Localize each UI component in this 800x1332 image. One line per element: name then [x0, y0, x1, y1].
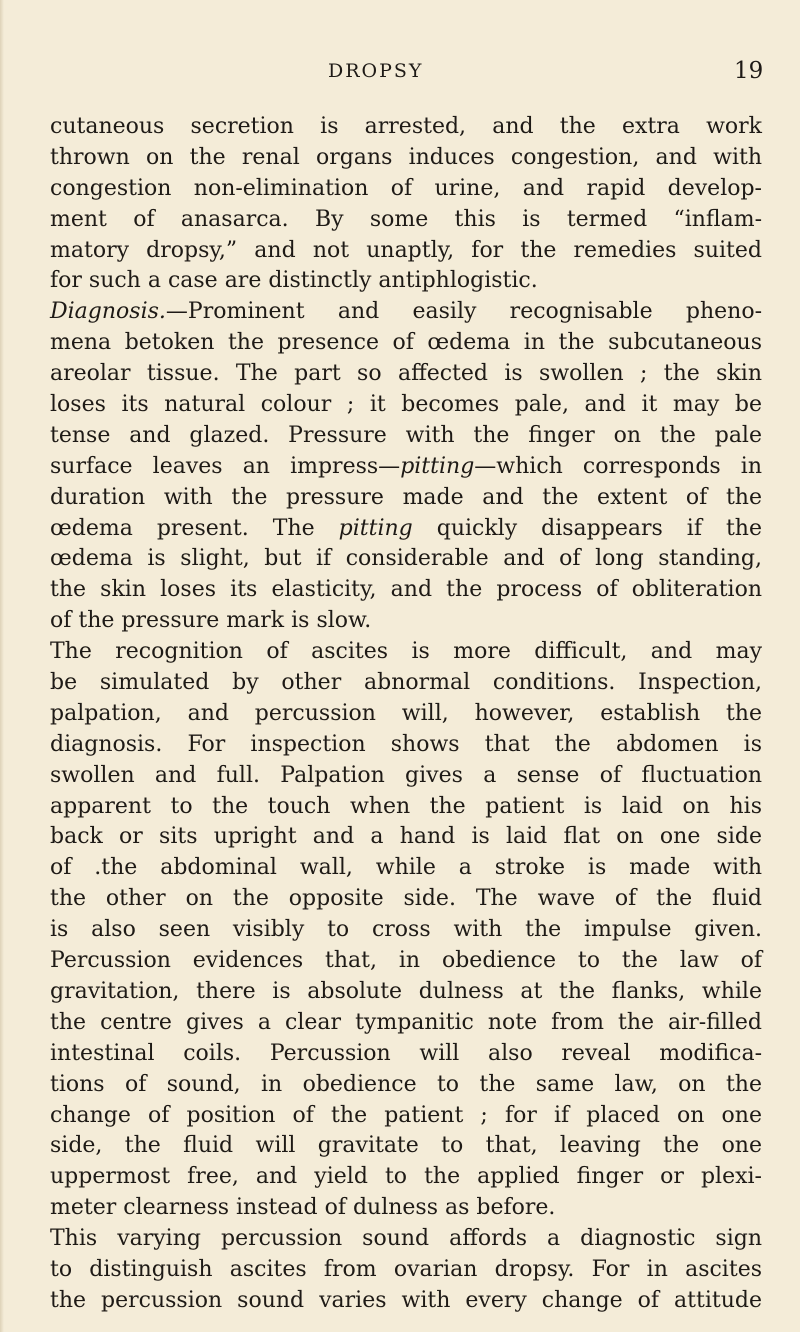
text-line: The recognition of ascites is more difficult, and may — [50, 639, 762, 665]
text-line: Diagnosis.—Prominent and easily recognisable pheno- — [50, 299, 762, 325]
text-line: the centre gives a clear tympanitic note from the air-filled — [50, 1009, 762, 1035]
text-line: tense and glazed. Pressure with the finger on the pale — [50, 422, 762, 448]
text-line: thrown on the renal organs induces congestion, and with — [50, 144, 762, 170]
text-line: Percussion evidences that, in obedience to the law of — [50, 948, 762, 974]
text-line: change of position of the patient ; for if placed on one — [50, 1102, 762, 1128]
text-line: surface leaves an impress—pitting—which corresponds in — [50, 453, 762, 479]
text-line: diagnosis. For inspection shows that the abdomen is — [50, 731, 762, 757]
text-line: gravitation, there is absolute dulness at the flanks, while — [50, 978, 762, 1004]
page-edge-shadow — [0, 0, 4, 1332]
text-line: back or sits upright and a hand is laid flat on one side — [50, 824, 762, 850]
text-line: is also seen visibly to cross with the impulse given. — [50, 917, 762, 943]
text-line: be simulated by other abnormal conditions. Inspection, — [50, 670, 762, 696]
text-line: œdema is slight, but if considerable and of long standing, — [50, 546, 762, 572]
text-line: areolar tissue. The part so affected is swollen ; the skin — [50, 361, 762, 387]
text-line: duration with the pressure made and the extent of the — [50, 484, 762, 510]
text-line: mena betoken the presence of œdema in the subcutaneous — [50, 330, 762, 356]
text-line: swollen and full. Palpation gives a sense of fluctuation — [50, 762, 762, 788]
text-line: of the pressure mark is slow. — [50, 608, 372, 634]
text-line: ment of anasarca. By some this is termed “inflam- — [50, 206, 762, 232]
text-line: palpation, and percussion will, however, establish the — [50, 700, 762, 726]
text-line: for such a case are distinctly antiphlogistic. — [50, 268, 538, 294]
text-line: to distinguish ascites from ovarian dropsy. For in ascites — [50, 1256, 762, 1282]
text-line: congestion non-elimination of urine, and rapid develop- — [50, 175, 762, 201]
text-line: This varying percussion sound affords a diagnostic sign — [50, 1226, 762, 1252]
text-line: apparent to the touch when the patient is laid on his — [50, 793, 762, 819]
text-line: uppermost free, and yield to the applied finger or plexi- — [50, 1164, 762, 1190]
text-line: intestinal coils. Percussion will also reveal modifica- — [50, 1040, 762, 1066]
text-line: the percussion sound varies with every change of attitude — [50, 1287, 762, 1313]
body-text — [50, 112, 762, 1317]
text-line: of .the abdominal wall, while a stroke is made with — [50, 855, 762, 881]
text-line: cutaneous secretion is arrested, and the extra work — [50, 114, 762, 139]
text-line: side, the fluid will gravitate to that, leaving the one — [50, 1133, 762, 1159]
running-head-title: DROPSY — [328, 60, 424, 82]
text-line: matory dropsy,” and not unaptly, for the remedies suited — [50, 237, 762, 263]
text-line: tions of sound, in obedience to the same law, on the — [50, 1071, 762, 1097]
text-line: the other on the opposite side. The wave of the fluid — [50, 886, 762, 912]
running-head — [0, 58, 800, 92]
text-line: œdema present. The pitting quickly disappears if the — [50, 515, 762, 541]
page-number: 19 — [734, 58, 764, 84]
text-line: the skin loses its elasticity, and the process of obliteration — [50, 577, 762, 603]
text-line: meter clearness instead of dulness as before. — [50, 1195, 556, 1221]
text-line: loses its natural colour ; it becomes pale, and it may be — [50, 392, 762, 418]
